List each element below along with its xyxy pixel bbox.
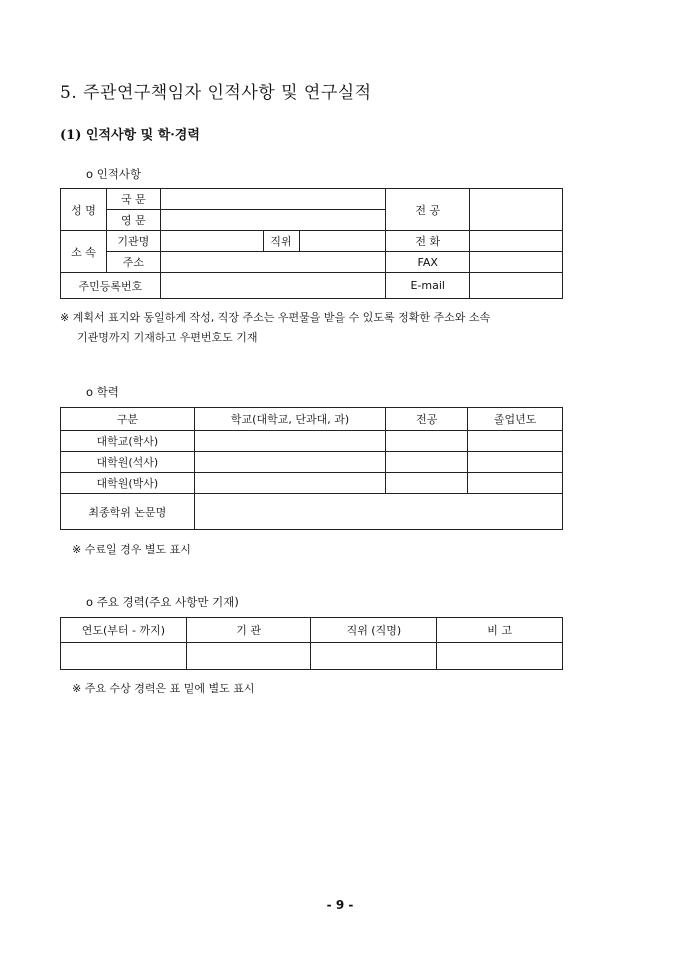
table-cell[interactable] [194,473,386,494]
english-label: 영 문 [106,210,160,231]
table-cell[interactable] [437,643,563,670]
thesis-label: 최종학위 논문명 [61,494,195,530]
table-cell[interactable] [194,431,386,452]
table-cell[interactable] [386,431,468,452]
education-header-major: 전공 [386,408,468,431]
fax-label: FAX [386,252,470,273]
page-number: - 9 - [326,898,354,912]
education-row-doctorate: 대학원(박사) [61,473,195,494]
personal-note-line1: ※ 계획서 표지와 동일하게 작성, 직장 주소는 우편물을 받을 수 있도록 정확한 주소와 소속 [60,311,491,324]
table-cell[interactable] [468,473,563,494]
phone-label: 전 화 [386,231,470,252]
thesis-field[interactable] [194,494,562,530]
table-cell[interactable] [468,452,563,473]
address-field[interactable] [160,252,386,273]
table-cell[interactable] [386,473,468,494]
resident-number-label: 주민등록번호 [61,273,161,299]
education-header-school: 학교(대학교, 단과대, 과) [194,408,386,431]
career-heading: o 주요 경력(주요 사항만 기재) [86,595,239,609]
education-header-year: 졸업년도 [468,408,563,431]
institution-label: 기관명 [106,231,160,252]
institution-field[interactable] [160,231,263,252]
affiliation-label: 소 속 [61,231,107,273]
name-label: 성 명 [61,189,107,231]
personal-info-heading: o 인적사항 [86,167,142,181]
major-label: 전 공 [386,189,470,231]
career-note: ※ 주요 수상 경력은 표 밑에 별도 표시 [72,682,255,695]
fax-field[interactable] [470,252,563,273]
section-title: 5. 주관연구책임자 인적사항 및 연구실적 [60,83,372,103]
table-cell[interactable] [186,643,311,670]
career-header-institution: 기 관 [186,618,311,643]
education-header-category: 구분 [61,408,195,431]
career-header-position: 직위 (직명) [311,618,437,643]
korean-name-field[interactable] [160,189,386,210]
english-name-field[interactable] [160,210,386,231]
career-header-remarks: 비 고 [437,618,563,643]
table-cell[interactable] [61,643,187,670]
resident-number-field[interactable] [160,273,386,299]
education-row-master: 대학원(석사) [61,452,195,473]
personal-note-line2: 기관명까지 기재하고 우편번호도 기재 [77,331,258,344]
korean-label: 국 문 [106,189,160,210]
position-label: 직위 [263,231,299,252]
position-field[interactable] [299,231,386,252]
table-cell[interactable] [468,431,563,452]
subsection-title: (1) 인적사항 및 학·경력 [60,128,200,143]
education-heading: o 학력 [86,385,119,399]
table-cell[interactable] [386,452,468,473]
education-note: ※ 수료일 경우 별도 표시 [72,543,191,556]
email-label: E-mail [386,273,470,299]
education-row-bachelor: 대학교(학사) [61,431,195,452]
address-label: 주소 [106,252,160,273]
table-cell[interactable] [311,643,437,670]
education-table [60,407,563,530]
personal-info-table [60,188,563,299]
major-field[interactable] [470,189,563,231]
phone-field[interactable] [470,231,563,252]
table-cell[interactable] [194,452,386,473]
email-field[interactable] [470,273,563,299]
career-header-period: 연도(부터 - 까지) [61,618,187,643]
career-table [60,617,563,670]
